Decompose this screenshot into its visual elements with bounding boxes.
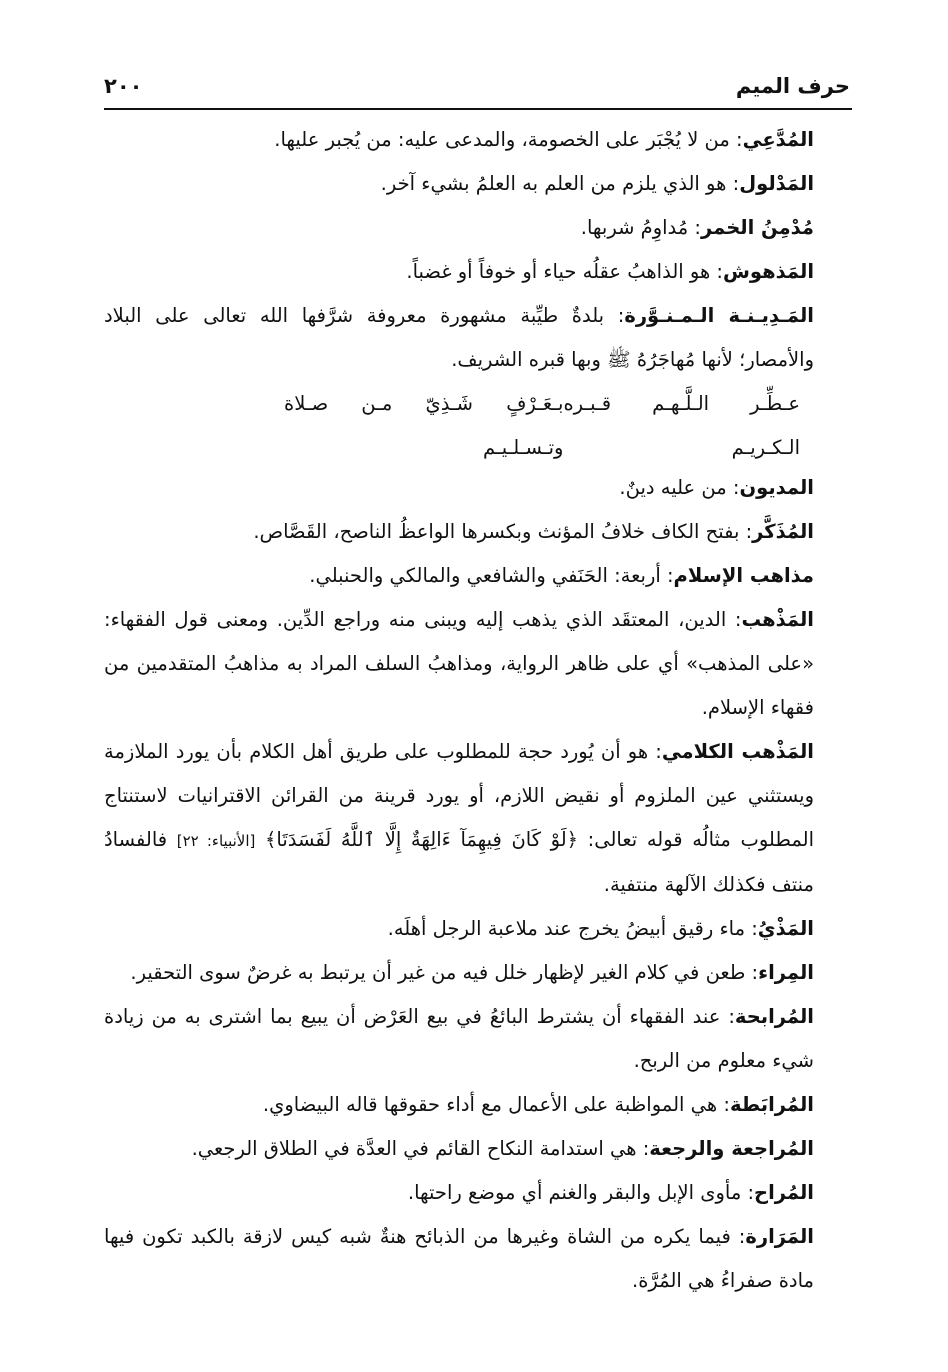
entry-term: المُراح [754, 1181, 814, 1204]
entry-definition: : بلدةٌ طيِّبة مشهورة معروفة شرَّفها الله تعالى على البلاد والأمصار؛ لأنها مُهاجَرُهُ ﷺ وبها قبره الشريف. [104, 304, 814, 371]
entry [104, 1171, 850, 1215]
entry [104, 250, 850, 294]
entry [104, 554, 850, 598]
entry-definition: : من عليه دينٌ. [619, 476, 740, 499]
entry-definition: : هي استدامة النكاح القائم في العدَّة في الطلاق الرجعي. [191, 1137, 650, 1160]
entry [104, 730, 850, 907]
entry-term: المَذْهب الكلامي [661, 740, 814, 763]
entry-definition: : الدين، المعتقَد الذي يذهب إليه ويبنى منه وراجع الدِّين. ومعنى قول الفقهاء: «على المذهب» أي على ظاهر الرواية، ومذاهبُ السلف المراد به مذاهبُ المتقدمين من فقهاء الإسلام. [104, 608, 814, 719]
entry-definition: : هي المواظبة على الأعمال مع أداء حقوقها قاله البيضاوي. [262, 1093, 730, 1116]
entry-term: المَرَارة [745, 1225, 814, 1248]
entry-definition: : هو أن يُورد حجة للمطلوب على طريق أهل الكلام بأن يورد الملازمة ويستثني عين الملزوم أو نقيض اللازم، أو يورد قرينة من القرائن الاقترانيات لاستنتاج المطلوب مثالُه قوله تعالى: ﴿لَوْ كَانَ فِيهِمَآ ءَالِهَةٌ إِلَّا ٱللَّهُ لَفَسَدَتَا﴾ [104, 740, 815, 851]
entry [104, 118, 850, 162]
entry-definition: : طعن في كلام الغير لإظهار خلل فيه من غير أن يرتبط به غرضٌ سوى التحقير. [130, 961, 759, 984]
entry-definition: : عند الفقهاء أن يشترط البائعُ في بيع العَرْض أن يبيع بما اشترى به من زيادة شيء معلوم من الربح. [104, 1005, 814, 1072]
entry [104, 466, 850, 510]
entry-term: المُذَكَّر [752, 520, 814, 543]
poem-verse [104, 382, 850, 459]
entry [104, 1127, 850, 1171]
entry [104, 598, 850, 730]
entry-definition: : فيما يكره من الشاة وغيرها من الذبائح هنةٌ شبه كيس لازقة بالكبد تكون فيها مادة صفراءُ هي المُرَّة. [104, 1225, 814, 1292]
entry-term: المُراجعة والرجعة [649, 1137, 814, 1160]
entry-term: المَذْيُ [757, 917, 814, 940]
entry [104, 1083, 850, 1127]
entry-term: المِراء [758, 961, 814, 984]
entry-term: المديون [739, 476, 814, 499]
entry-term: المَدْلول [739, 172, 814, 195]
section-title: حرف الميم [735, 74, 850, 98]
entry-definition: : مأوى الإبل والبقر والغنم أي موضع راحتها. [407, 1181, 755, 1204]
page-content [104, 118, 850, 1303]
entry-definition: : هو الذاهبُ عقلُه حياء أو خوفاً أو غضباً. [406, 260, 723, 283]
entry [104, 907, 850, 951]
entry-definition-tail: فالفسادُ منتف فكذلك الآلهة منتفية. [104, 828, 814, 896]
entry [104, 510, 850, 554]
entry [104, 294, 850, 382]
entry-definition: : من لا يُجْبَر على الخصومة، والمدعى عليه: من يُجبر عليها. [274, 128, 743, 151]
entry-definition: : هو الذي يلزم من العلم به العلمُ بشيء آخر. [380, 172, 740, 195]
entry-term: المُرابحة [734, 1005, 814, 1028]
entry-definition: : مُداوِمُ شربها. [580, 216, 701, 239]
entry [104, 995, 850, 1083]
entry-definition: : بفتح الكاف خلافُ المؤنث وبكسرها الواعظُ الناصح، القَصَّاص. [253, 520, 753, 543]
header-rule [104, 108, 852, 110]
poem-hemistich-1: عـطِّـر الـلَّـهـم قـبـره الـكـريـم [563, 392, 800, 459]
entry-term: المُدَّعِي [742, 128, 814, 151]
entry-term: المَذهوش [723, 260, 814, 283]
page-number: ٢٠٠ [104, 74, 143, 98]
entry-term: المَذْهب [741, 608, 814, 631]
entry-term: مُدْمِنُ الخمر [700, 216, 814, 239]
entry [104, 162, 850, 206]
entry-definition: : أربعة: الحَنَفي والشافعي والمالكي والحنبلي. [309, 564, 674, 587]
entry [104, 1215, 850, 1303]
entry [104, 206, 850, 250]
poem-hemistich-2: بـعَـرْفٍ شَـذِيّ مـن صـلاة وتـسـلـيـم [284, 392, 564, 459]
entry-definition: : ماء رقيق أبيضُ يخرج عند ملاعبة الرجل أهلَه. [387, 917, 758, 940]
entry-term: المُرابَطة [729, 1093, 814, 1116]
quran-citation: [الأنبياء: ٢٢] [176, 832, 256, 850]
entry [104, 951, 850, 995]
running-head [104, 66, 850, 106]
entry-term: مذاهب الإسلام [673, 564, 814, 587]
entry-term: المَـدِيـنـة الـمـنـوَّرة [624, 304, 814, 327]
